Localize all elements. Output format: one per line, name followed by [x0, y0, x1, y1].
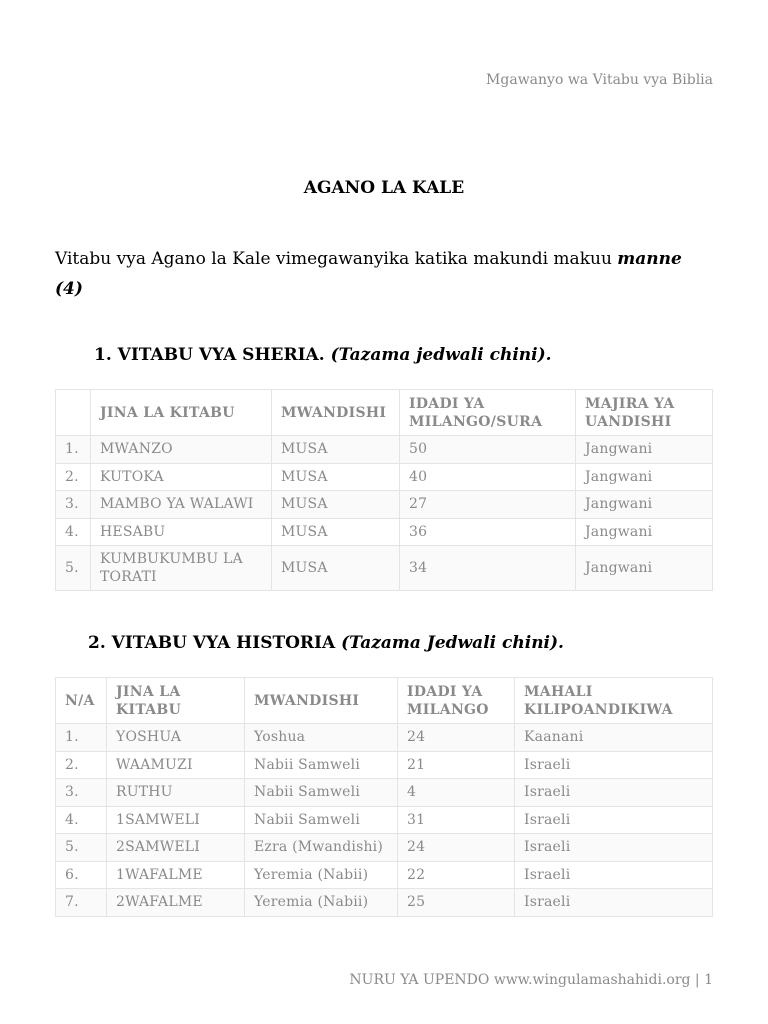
- cell-writing-place: Israeli: [515, 751, 713, 779]
- cell-chapter-count: 25: [398, 889, 515, 917]
- cell-book-name: WAAMUZI: [107, 751, 245, 779]
- table-header-row: [56, 678, 713, 724]
- table-row: [56, 724, 713, 752]
- cell-writing-place: Israeli: [515, 861, 713, 889]
- cell-number: 1.: [56, 436, 91, 464]
- document-title: AGANO LA KALE: [303, 178, 465, 198]
- cell-writing-place: Israeli: [515, 779, 713, 807]
- table-row: [56, 779, 713, 807]
- cell-chapter-count: 36: [400, 518, 576, 546]
- cell-book-name: 2WAFALME: [107, 889, 245, 917]
- section-heading-text: 1. VITABU VYA SHERIA.: [94, 345, 331, 365]
- cell-writing-place: Israeli: [515, 889, 713, 917]
- cell-book-name: RUTHU: [107, 779, 245, 807]
- column-header-author: MWANDISHI: [272, 390, 400, 436]
- cell-author: Nabii Samweli: [245, 806, 398, 834]
- cell-number: 5.: [56, 834, 107, 862]
- column-header-writing-period: MAJIRA YA UANDISHI: [576, 390, 713, 436]
- cell-book-name: 2SAMWELI: [107, 834, 245, 862]
- table-header-row: [56, 390, 713, 436]
- cell-author: Yeremia (Nabii): [245, 861, 398, 889]
- table-row: [56, 889, 713, 917]
- cell-number: 6.: [56, 861, 107, 889]
- section-heading-note: (Tazama jedwali chini).: [330, 345, 552, 365]
- column-header-book-name: JINA LA KITABU: [91, 390, 272, 436]
- cell-number: 3.: [56, 491, 91, 519]
- table-row: [56, 518, 713, 546]
- cell-writing-period: Jangwani: [576, 436, 713, 464]
- cell-book-name: YOSHUA: [107, 724, 245, 752]
- cell-chapter-count: 31: [398, 806, 515, 834]
- cell-chapter-count: 27: [400, 491, 576, 519]
- column-header-chapter-count: IDADI YA MILANGO/SURA: [400, 390, 576, 436]
- cell-book-name: HESABU: [91, 518, 272, 546]
- cell-writing-place: Israeli: [515, 834, 713, 862]
- column-header-number: [56, 390, 91, 436]
- cell-number: 5.: [56, 546, 91, 591]
- running-header: Mgawanyo wa Vitabu vya Biblia: [486, 72, 713, 88]
- cell-author: MUSA: [272, 463, 400, 491]
- running-footer: NURU YA UPENDO www.wingulamashahidi.org | 1: [349, 972, 713, 988]
- column-header-book-name: JINA LA KITABU: [107, 678, 245, 724]
- cell-chapter-count: 40: [400, 463, 576, 491]
- table-row: [56, 861, 713, 889]
- cell-writing-period: Jangwani: [576, 491, 713, 519]
- cell-chapter-count: 4: [398, 779, 515, 807]
- table-row: [56, 834, 713, 862]
- section-heading-note: (Tazama Jedwali chini).: [341, 633, 564, 653]
- cell-writing-period: Jangwani: [576, 463, 713, 491]
- cell-author: MUSA: [272, 518, 400, 546]
- cell-writing-period: Jangwani: [576, 546, 713, 591]
- cell-book-name: MAMBO YA WALAWI: [91, 491, 272, 519]
- intro-emphasis: manne (4): [55, 249, 682, 299]
- section-heading-text: 2. VITABU VYA HISTORIA: [88, 633, 342, 653]
- historia-books-table: [55, 677, 713, 917]
- cell-book-name: KUTOKA: [91, 463, 272, 491]
- section-heading-historia: [88, 633, 564, 653]
- cell-author: MUSA: [272, 491, 400, 519]
- cell-author: Nabii Samweli: [245, 751, 398, 779]
- cell-number: 4.: [56, 518, 91, 546]
- cell-book-name: 1WAFALME: [107, 861, 245, 889]
- cell-chapter-count: 34: [400, 546, 576, 591]
- cell-writing-place: Kaanani: [515, 724, 713, 752]
- cell-author: MUSA: [272, 436, 400, 464]
- cell-chapter-count: 24: [398, 834, 515, 862]
- table-row: [56, 491, 713, 519]
- column-header-chapter-count: IDADI YA MILANGO: [398, 678, 515, 724]
- cell-number: 7.: [56, 889, 107, 917]
- cell-chapter-count: 50: [400, 436, 576, 464]
- table-row: [56, 436, 713, 464]
- intro-paragraph: [55, 244, 715, 304]
- section-heading-sheria: [94, 345, 552, 365]
- intro-text: Vitabu vya Agano la Kale vimegawanyika katika makundi makuu: [55, 249, 618, 269]
- cell-number: 2.: [56, 751, 107, 779]
- sheria-books-table: [55, 389, 713, 591]
- cell-chapter-count: 22: [398, 861, 515, 889]
- table-row: [56, 546, 713, 591]
- cell-writing-period: Jangwani: [576, 518, 713, 546]
- cell-author: Yeremia (Nabii): [245, 889, 398, 917]
- cell-number: 1.: [56, 724, 107, 752]
- cell-chapter-count: 21: [398, 751, 515, 779]
- cell-number: 3.: [56, 779, 107, 807]
- table-row: [56, 751, 713, 779]
- column-header-author: MWANDISHI: [245, 678, 398, 724]
- cell-book-name: MWANZO: [91, 436, 272, 464]
- cell-writing-place: Israeli: [515, 806, 713, 834]
- table-row: [56, 806, 713, 834]
- cell-author: MUSA: [272, 546, 400, 591]
- cell-number: 4.: [56, 806, 107, 834]
- cell-author: Nabii Samweli: [245, 779, 398, 807]
- cell-book-name: 1SAMWELI: [107, 806, 245, 834]
- cell-author: Yoshua: [245, 724, 398, 752]
- column-header-number: N/A: [56, 678, 107, 724]
- cell-chapter-count: 24: [398, 724, 515, 752]
- cell-author: Ezra (Mwandishi): [245, 834, 398, 862]
- column-header-writing-place: MAHALI KILIPOANDIKIWA: [515, 678, 713, 724]
- table-row: [56, 463, 713, 491]
- cell-number: 2.: [56, 463, 91, 491]
- cell-book-name: KUMBUKUMBU LA TORATI: [91, 546, 272, 591]
